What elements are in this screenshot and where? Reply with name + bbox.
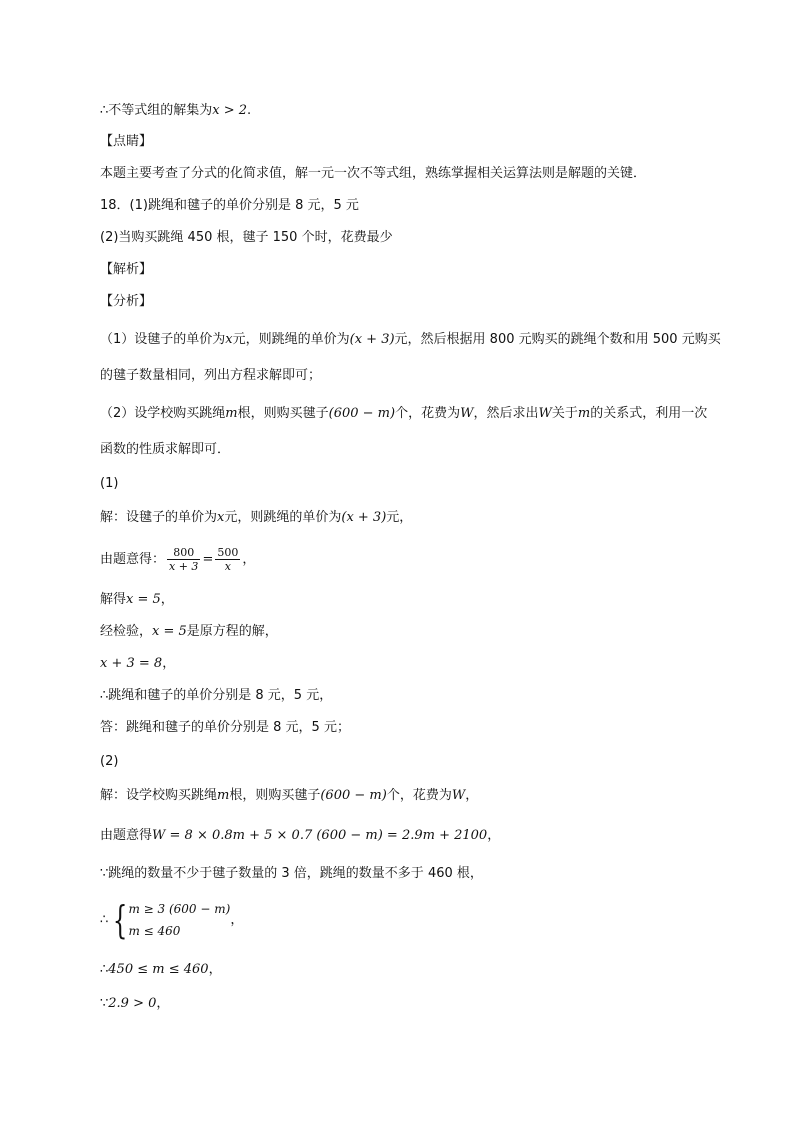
text: 元，则跳绳的单价为	[224, 510, 342, 525]
text: 由题意得：	[100, 552, 166, 567]
solution-2-cost-function	[100, 826, 500, 846]
solution-1-solved	[100, 590, 174, 610]
math-var: m	[225, 406, 238, 421]
text: 解得	[100, 592, 127, 607]
math-var: x	[225, 332, 233, 347]
math-var: m	[217, 788, 230, 803]
analysis-1	[100, 330, 721, 350]
denominator: x	[215, 559, 240, 573]
text: 元，	[386, 510, 413, 525]
text: 解：设毽子的单价为	[100, 510, 218, 525]
solution-set-line	[100, 101, 251, 121]
text: ，	[162, 656, 176, 671]
inequality-system	[128, 898, 230, 942]
analysis-2-cont: 函数的性质求解即可．	[100, 442, 231, 457]
fraction	[215, 546, 240, 573]
math-expr: (x + 3)	[341, 510, 387, 525]
q18-answer-2: (2)当购买跳绳 450 根，毽子 150 个时，花费最少	[100, 230, 393, 245]
math-expr: (600 − m)	[320, 788, 387, 803]
solution-2-range	[100, 960, 222, 980]
part-2-label: (2)	[100, 754, 119, 769]
text: 根，则购买毽子	[237, 406, 329, 421]
text: 经检验，	[100, 624, 153, 639]
solution-1-check	[100, 622, 278, 642]
solution-2-condition: ∵跳绳的数量不少于毽子数量的 3 倍，跳绳的数量不多于 460 根，	[100, 866, 483, 881]
solution-1-answer: 答：跳绳和毽子的单价分别是 8 元，5 元；	[100, 720, 350, 735]
math-var: W	[538, 406, 552, 421]
text: 元，则跳绳的单价为	[232, 332, 350, 347]
text: ∴	[100, 962, 109, 977]
fenxi-heading: 【分析】	[100, 294, 153, 309]
text: 元，然后根据用 800 元购买的跳绳个数和用 500 元购买	[394, 332, 721, 347]
analysis-2	[100, 404, 707, 424]
text: ∴	[100, 912, 109, 928]
jiexi-heading: 【解析】	[100, 262, 153, 277]
math-expr: 2.9 > 0	[108, 996, 157, 1011]
solution-1-therefore: ∴跳绳和毽子的单价分别是 8 元，5 元，	[100, 688, 333, 703]
math-expr: 450 ≤ m ≤ 460	[108, 962, 209, 977]
text: 解：设学校购买跳绳	[100, 788, 218, 803]
solution-1-equation	[100, 546, 255, 574]
text: ，	[487, 828, 501, 843]
text: ，	[160, 592, 174, 607]
part-1-label: (1)	[100, 476, 119, 491]
text: 的关系式，利用一次	[590, 406, 708, 421]
text: 是原方程的解，	[186, 624, 278, 639]
text: 个，花费为	[386, 788, 452, 803]
inequality-row: m ≥ 3 (600 − m)	[128, 902, 231, 916]
text: ，	[230, 912, 244, 928]
equals-sign: =	[202, 552, 214, 567]
text: ，	[208, 962, 222, 977]
solution-2-slope	[100, 994, 169, 1014]
math-expr: W = 8 × 0.8m + 5 × 0.7 (600 − m) = 2.9m + 2100	[152, 828, 488, 843]
analysis-1-cont: 的毽子数量相同，列出方程求解即可；	[100, 368, 322, 383]
solution-1-compute	[100, 654, 175, 674]
text: 由题意得	[100, 828, 153, 843]
math-expr: (x + 3)	[349, 332, 395, 347]
text: （1）设毽子的单价为	[100, 332, 226, 347]
text: ，然后求出	[473, 406, 539, 421]
q18-answer-1: 18．(1)跳绳和毽子的单价分别是 8 元，5 元	[100, 198, 359, 213]
math-var: x	[217, 510, 225, 525]
dianjing-heading: 【点睛】	[100, 134, 153, 149]
text: 关于	[551, 406, 578, 421]
math-var: m	[577, 406, 591, 421]
text: 根，则购买毽子	[229, 788, 321, 803]
math-var: W	[451, 788, 466, 803]
solution-2-system	[100, 898, 243, 943]
math-expr: x = 5	[152, 624, 187, 639]
math-var: W	[460, 406, 474, 421]
text: .	[247, 103, 252, 118]
numerator: 500	[217, 546, 239, 559]
numerator: 800	[173, 546, 195, 559]
brace-symbol: {	[113, 898, 128, 942]
text: ，	[242, 552, 256, 567]
math-expr: (600 − m)	[328, 406, 396, 421]
text: ，	[465, 788, 479, 803]
denominator: x + 3	[169, 560, 199, 573]
solution-2-setup	[100, 786, 478, 806]
math-expr: x + 3 = 8	[100, 656, 163, 671]
inequality-row: m ≤ 460	[128, 924, 181, 938]
text: ∵	[100, 996, 109, 1011]
text: ∴不等式组的解集为	[100, 103, 213, 118]
summary-text: 本题主要考查了分式的化简求值，解一元一次不等式组，熟练掌握相关运算法则是解题的关键．	[100, 166, 647, 181]
solution-1-setup	[100, 508, 412, 528]
math-expr: x = 5	[126, 592, 161, 607]
math-expr: x > 2	[212, 103, 248, 118]
text: ，	[156, 996, 170, 1011]
text: 个，花费为	[395, 406, 461, 421]
fraction	[167, 546, 200, 573]
text: （2）设学校购买跳绳	[100, 406, 226, 421]
